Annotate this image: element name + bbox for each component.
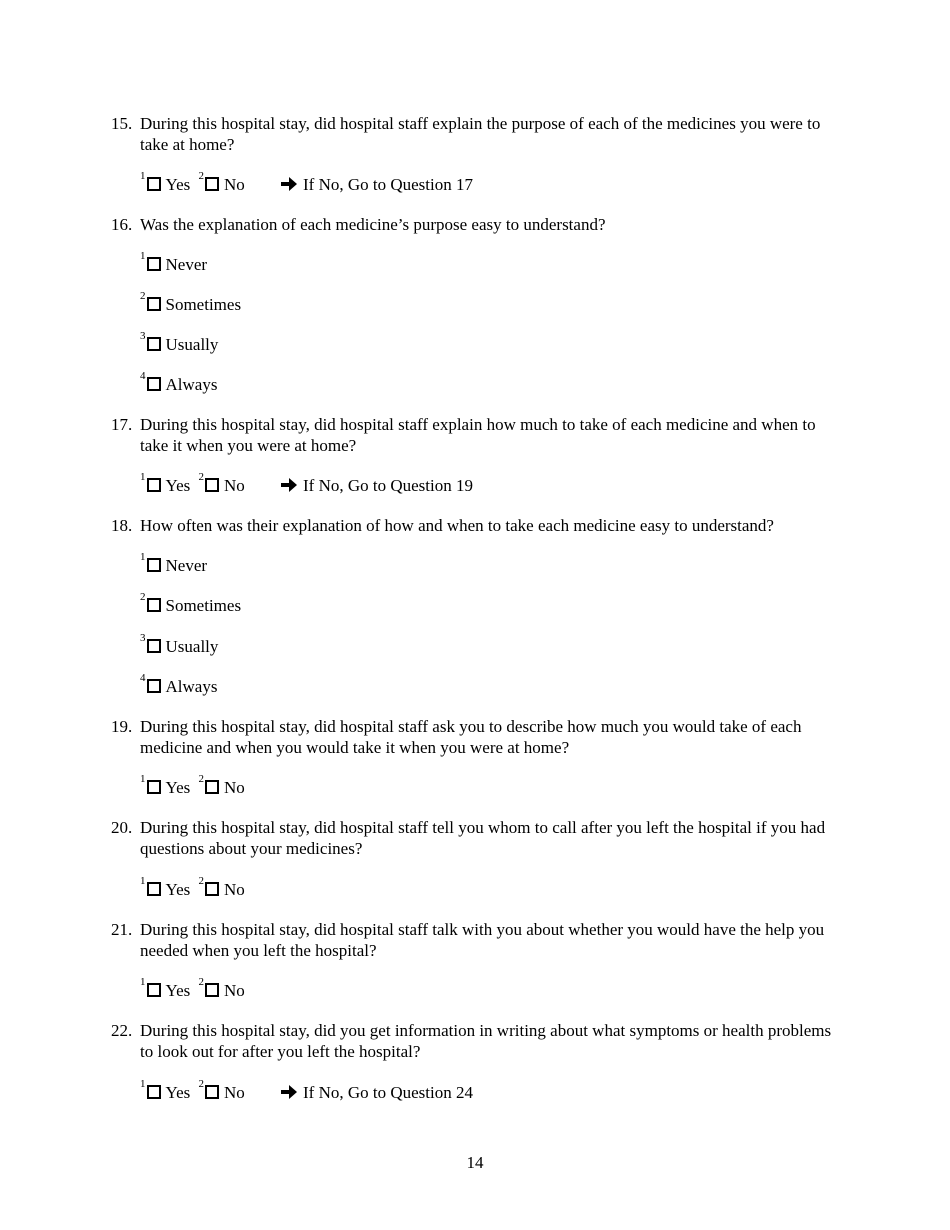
checkbox[interactable]	[147, 337, 161, 351]
question-text: During this hospital stay, did hospital staff talk with you about whether you would have the help you needed when you left the hospital?	[140, 920, 825, 960]
question-number: 21.	[111, 920, 133, 939]
question-number: 18.	[111, 516, 133, 535]
checkbox[interactable]	[147, 598, 161, 612]
page-number: 14	[466, 1153, 484, 1172]
option-yes[interactable]	[140, 170, 191, 194]
option-label: Sometimes	[165, 596, 242, 615]
option-label: Usually	[165, 335, 219, 354]
option-usually[interactable]: $^3$ Usually	[140, 632, 219, 656]
option-label: Yes	[165, 880, 191, 899]
option-label: Usually	[165, 637, 219, 656]
arrow-right-icon	[280, 1084, 298, 1100]
option-yes[interactable]: $^1$ Yes	[140, 976, 191, 1000]
option-sometimes[interactable]: $^2$ Sometimes	[140, 591, 242, 615]
question-text: During this hospital stay, did you get information in writing about what symptoms or health problems to look out for after you left the hospital?	[140, 1021, 832, 1061]
checkbox[interactable]	[205, 177, 219, 191]
answer-row-17	[140, 471, 245, 497]
question-16	[111, 214, 841, 235]
option-label: No	[224, 778, 245, 797]
option-no[interactable]: $^2$ No	[198, 1078, 245, 1102]
question-text: During this hospital stay, did hospital staff ask you to describe how much you would take of each medicine and when you would take it when you were at home?	[140, 717, 802, 757]
option-yes[interactable]: $^1$ Yes	[140, 1078, 191, 1102]
option-label: Sometimes	[165, 295, 242, 314]
option-never[interactable]: $^1$ Never	[140, 551, 208, 575]
checkbox[interactable]	[147, 558, 161, 572]
question-number: 19.	[111, 717, 133, 736]
question-text: During this hospital stay, did hospital staff explain the purpose of each of the medicines you were to take at home?	[140, 114, 821, 154]
option-label: Yes	[165, 476, 191, 495]
checkbox[interactable]	[147, 377, 161, 391]
checkbox[interactable]	[205, 478, 219, 492]
option-label: Yes	[165, 778, 191, 797]
question-19	[111, 716, 841, 758]
checkbox[interactable]	[205, 780, 219, 794]
option-label: Yes	[165, 981, 191, 1000]
arrow-right-icon	[280, 176, 298, 192]
option-yes[interactable]: $^1$ Yes	[140, 773, 191, 797]
option-always[interactable]: $^4$ Always	[140, 370, 218, 394]
answer-row-22	[140, 1078, 245, 1104]
option-sometimes[interactable]: $^2$ Sometimes	[140, 290, 242, 314]
option-label: Always	[165, 677, 218, 696]
question-number: 20.	[111, 818, 133, 837]
answer-row-19	[140, 773, 245, 799]
option-label: No	[224, 1083, 245, 1102]
option-label: Never	[165, 556, 208, 575]
option-label: No	[224, 175, 245, 194]
skip-instruction: If No, Go to Question 17	[280, 174, 473, 195]
option-code: 2	[198, 170, 204, 182]
question-number: 15.	[111, 114, 133, 133]
checkbox[interactable]	[147, 882, 161, 896]
checkbox[interactable]	[147, 177, 161, 191]
question-number: 17.	[111, 415, 133, 434]
skip-instruction: If No, Go to Question 19	[280, 475, 473, 496]
option-no[interactable]: $^2$ No	[198, 875, 245, 899]
question-17	[111, 414, 841, 456]
option-no[interactable]: $^2$ No	[198, 773, 245, 797]
question-15	[111, 113, 841, 155]
checkbox[interactable]	[147, 679, 161, 693]
checkbox[interactable]	[147, 639, 161, 653]
option-never[interactable]: $^1$ Never	[140, 250, 208, 274]
checkbox[interactable]	[147, 257, 161, 271]
question-21	[111, 919, 841, 961]
option-yes[interactable]: $^1$ Yes	[140, 875, 191, 899]
question-number: 22.	[111, 1021, 133, 1040]
option-no[interactable]	[198, 170, 245, 194]
checkbox[interactable]	[147, 478, 161, 492]
checkbox[interactable]	[205, 882, 219, 896]
option-label: Yes	[165, 1083, 191, 1102]
option-label: No	[224, 880, 245, 899]
option-label: Never	[165, 255, 208, 274]
question-text: Was the explanation of each medicine’s purpose easy to understand?	[140, 215, 606, 234]
answer-row-15	[140, 170, 245, 196]
option-no[interactable]: $^2$ No	[198, 471, 245, 495]
question-text: During this hospital stay, did hospital staff tell you whom to call after you left the hospital if you had questions about your medicines?	[140, 818, 826, 858]
option-label: No	[224, 981, 245, 1000]
option-label: Always	[165, 375, 218, 394]
checkbox[interactable]	[147, 983, 161, 997]
answer-row-20	[140, 875, 245, 901]
option-usually[interactable]: $^3$ Usually	[140, 330, 219, 354]
question-20	[111, 817, 841, 859]
question-number: 16.	[111, 215, 133, 234]
option-yes[interactable]: $^1$ Yes	[140, 471, 191, 495]
checkbox[interactable]	[147, 1085, 161, 1099]
answer-row-21	[140, 976, 245, 1002]
question-22	[111, 1020, 841, 1062]
option-always[interactable]: $^4$ Always	[140, 672, 218, 696]
question-text: How often was their explanation of how and when to take each medicine easy to understand?	[140, 516, 774, 535]
checkbox[interactable]	[205, 1085, 219, 1099]
skip-instruction: If No, Go to Question 24	[280, 1082, 473, 1103]
option-no[interactable]: $^2$ No	[198, 976, 245, 1000]
arrow-right-icon	[280, 477, 298, 493]
option-label: Yes	[165, 175, 191, 194]
question-text: During this hospital stay, did hospital staff explain how much to take of each medicine and when to take it when you were at home?	[140, 415, 816, 455]
checkbox[interactable]	[147, 297, 161, 311]
option-label: No	[224, 476, 245, 495]
checkbox[interactable]	[205, 983, 219, 997]
checkbox[interactable]	[147, 780, 161, 794]
option-code: 1	[140, 170, 146, 182]
question-18	[111, 515, 841, 536]
